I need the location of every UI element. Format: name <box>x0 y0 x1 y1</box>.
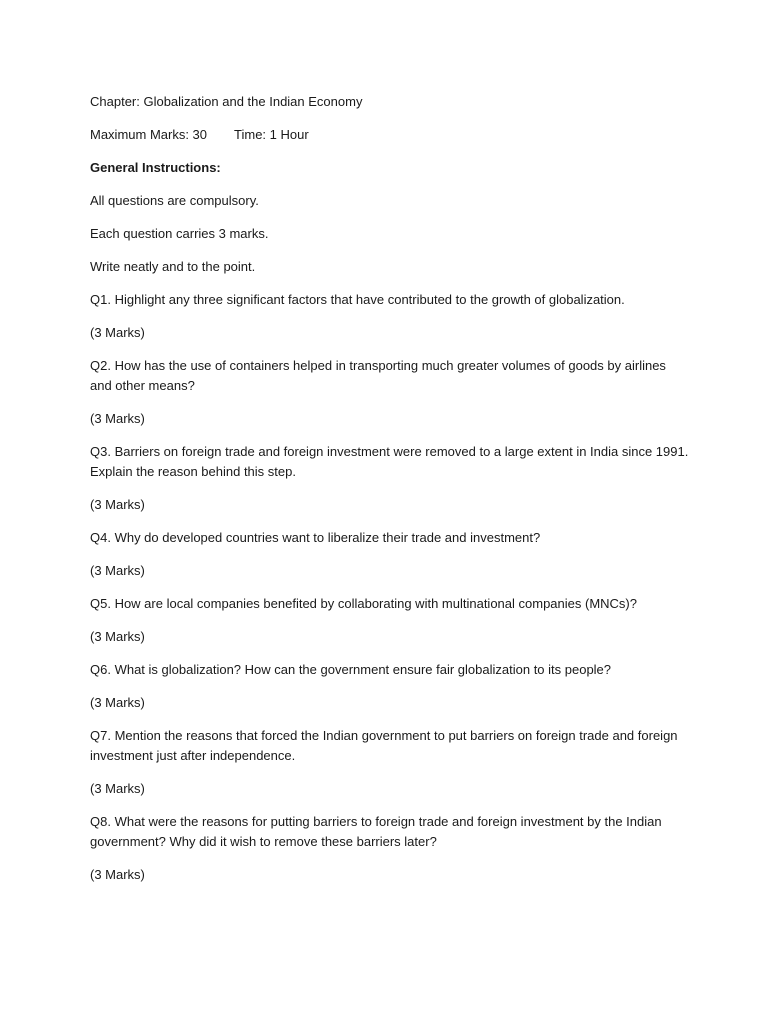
question-3-marks: (3 Marks) <box>90 497 145 512</box>
time-limit: Time: 1 Hour <box>234 127 309 142</box>
question-1-marks: (3 Marks) <box>90 325 145 340</box>
question-6-marks: (3 Marks) <box>90 695 145 710</box>
instruction-item: Write neatly and to the point. <box>90 259 256 274</box>
question-4: Q4. Why do developed countries want to liberalize their trade and investment? <box>90 530 541 545</box>
question-4-marks: (3 Marks) <box>90 563 145 578</box>
question-3: Q3. Barriers on foreign trade and foreign investment were removed to a large extent in India since 1991. Explain the reason behind this step. <box>90 444 689 479</box>
question-2-marks: (3 Marks) <box>90 411 145 426</box>
instructions-heading: General Instructions: <box>90 160 221 175</box>
document-page <box>90 92 690 898</box>
question-1: Q1. Highlight any three significant factors that have contributed to the growth of globalization. <box>90 292 625 307</box>
maximum-marks: Maximum Marks: 30 <box>90 127 208 142</box>
question-2: Q2. How has the use of containers helped in transporting much greater volumes of goods by airlines and other means? <box>90 358 666 393</box>
question-7: Q7. Mention the reasons that forced the Indian government to put barriers on foreign trade and foreign investment just after independence. <box>90 728 678 763</box>
question-6: Q6. What is globalization? How can the government ensure fair globalization to its people? <box>90 662 612 677</box>
question-5: Q5. How are local companies benefited by collaborating with multinational companies (MNCs)? <box>90 596 637 611</box>
question-5-marks: (3 Marks) <box>90 629 145 644</box>
exam-meta <box>90 125 690 145</box>
question-8-marks: (3 Marks) <box>90 867 145 882</box>
question-7-marks: (3 Marks) <box>90 781 145 796</box>
chapter-title: Chapter: Globalization and the Indian Economy <box>90 94 363 109</box>
question-8: Q8. What were the reasons for putting barriers to foreign trade and foreign investment by the Indian government? Why did it wish to remove these barriers later? <box>90 814 662 849</box>
instruction-item: All questions are compulsory. <box>90 193 259 208</box>
instruction-item: Each question carries 3 marks. <box>90 226 269 241</box>
